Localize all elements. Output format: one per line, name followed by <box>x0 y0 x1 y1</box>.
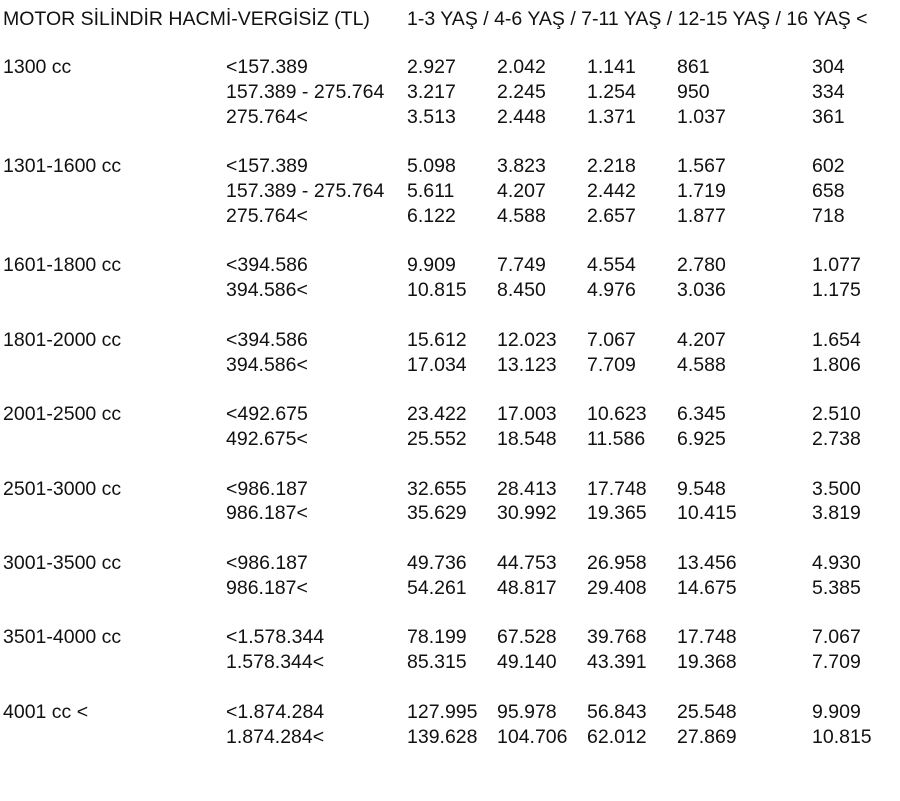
tax-amount-cell: 4.588 <box>677 353 726 376</box>
tax-amount-cell: 3.500 <box>812 477 861 500</box>
engine-size-label: 3001-3500 cc <box>3 552 122 574</box>
tax-amount-cell: 95.978 <box>497 700 557 723</box>
value-range-cell: <492.675 <box>226 403 308 426</box>
tax-amount-cell: 3.819 <box>812 502 861 525</box>
engine-size-label: 3501-4000 cc <box>3 626 122 649</box>
tax-amount-cell: 1.806 <box>812 353 861 376</box>
tax-amount-cell: 1.567 <box>677 155 726 178</box>
tax-amount-cell: 35.629 <box>407 502 467 525</box>
table-row <box>0 504 900 529</box>
tax-amount-cell: 1.371 <box>587 105 636 128</box>
tax-amount-cell: 11.586 <box>587 428 646 450</box>
tax-amount-cell: 26.958 <box>587 552 647 574</box>
tax-amount-cell: 15.612 <box>407 328 467 351</box>
value-range-cell: <1.578.344 <box>226 626 325 649</box>
tax-amount-cell: 56.843 <box>587 700 647 723</box>
tax-amount-cell: 17.748 <box>587 477 647 500</box>
tax-amount-cell: 43.391 <box>587 651 647 674</box>
tax-amount-cell: 4.930 <box>812 552 861 574</box>
tax-amount-cell: 1.654 <box>812 328 861 351</box>
table-row <box>0 204 900 232</box>
tax-amount-cell: 127.995 <box>407 700 478 723</box>
tax-amount-cell: 49.140 <box>497 651 557 674</box>
value-range-cell: <1.874.284 <box>226 700 325 723</box>
tax-amount-cell: 7.749 <box>497 254 546 277</box>
tax-amount-cell: 4.207 <box>677 328 726 351</box>
tax-amount-cell: 28.413 <box>497 477 557 500</box>
tax-amount-cell: 25.548 <box>677 700 737 723</box>
tax-amount-cell: 2.738 <box>812 428 861 450</box>
value-range-cell: <394.586 <box>226 328 308 351</box>
engine-size-label: 2001-2500 cc <box>3 403 122 426</box>
tax-amount-cell: 6.345 <box>677 403 726 426</box>
table-row <box>0 80 900 108</box>
tax-amount-cell: 2.042 <box>497 56 546 78</box>
engine-size-label: 2501-3000 cc <box>3 477 122 500</box>
tax-amount-cell: 39.768 <box>587 626 647 649</box>
tax-amount-cell: 4.554 <box>587 254 636 277</box>
tax-amount-cell: 44.753 <box>497 552 557 574</box>
tax-amount-cell: 2.442 <box>587 180 636 202</box>
table-row <box>0 281 900 306</box>
value-range-cell: 394.586< <box>226 353 308 376</box>
tax-amount-cell: 9.909 <box>407 254 456 277</box>
header-age-brackets-label: 1-3 YAŞ / 4-6 YAŞ / 7-11 YAŞ / 12-15 YAŞ / 16 YAŞ < <box>407 8 868 30</box>
tax-amount-cell: 2.780 <box>677 254 726 277</box>
tax-amount-cell: 1.141 <box>587 56 636 78</box>
header-engine-value-label: MOTOR SİLİNDİR HACMİ-VERGİSİZ (TL) <box>3 8 370 30</box>
tax-amount-cell: 7.709 <box>587 353 636 376</box>
table-row <box>0 477 900 505</box>
table-row <box>0 725 900 753</box>
tax-amount-cell: 5.611 <box>407 180 455 202</box>
tax-amount-cell: 3.823 <box>497 155 546 178</box>
tax-amount-cell: 1.175 <box>812 279 861 302</box>
tax-amount-cell: 2.510 <box>812 403 861 426</box>
tax-amount-cell: 10.623 <box>587 403 647 426</box>
tax-amount-cell: 2.448 <box>497 105 546 128</box>
tax-amount-cell: 3.217 <box>407 80 456 103</box>
engine-size-label: 1601-1800 cc <box>3 254 122 277</box>
tax-amount-cell: 17.748 <box>677 626 737 649</box>
tax-amount-cell: 3.513 <box>407 105 456 128</box>
tax-amount-cell: 67.528 <box>497 626 557 649</box>
tax-amount-cell: 17.003 <box>497 403 557 426</box>
value-range-cell: 275.764< <box>226 105 308 128</box>
tax-amount-cell: 2.927 <box>407 56 456 78</box>
tax-amount-cell: 1.719 <box>677 180 726 202</box>
value-range-cell: 986.187< <box>226 576 308 599</box>
tax-amount-cell: 602 <box>812 155 845 178</box>
tax-amount-cell: 19.365 <box>587 502 647 525</box>
tax-amount-cell: 48.817 <box>497 576 557 599</box>
value-range-cell: 157.389 - 275.764 <box>226 80 385 103</box>
tax-amount-cell: 4.588 <box>497 204 546 227</box>
tax-amount-cell: 4.207 <box>497 180 546 202</box>
table-row <box>0 353 900 381</box>
tax-amount-cell: 4.976 <box>587 279 636 302</box>
table-row <box>0 576 900 604</box>
tax-amount-cell: 9.909 <box>812 700 861 723</box>
tax-amount-cell: 1.254 <box>587 80 636 103</box>
tax-amount-cell: 10.415 <box>677 502 737 525</box>
value-range-cell: <986.187 <box>226 552 308 574</box>
tax-amount-cell: 6.925 <box>677 428 726 450</box>
tax-amount-cell: 13.456 <box>677 552 737 574</box>
tax-amount-cell: 6.122 <box>407 204 456 227</box>
table-row <box>0 105 900 133</box>
tax-amount-cell: 8.450 <box>497 279 546 302</box>
tax-amount-cell: 718 <box>812 204 845 227</box>
tax-amount-cell: 7.709 <box>812 651 861 674</box>
tax-amount-cell: 5.385 <box>812 576 861 599</box>
tax-amount-cell: 30.992 <box>497 502 557 525</box>
value-range-cell: 1.578.344< <box>226 651 325 674</box>
value-range-cell: 394.586< <box>226 279 308 302</box>
tax-amount-cell: 361 <box>812 105 845 128</box>
value-range-cell: <157.389 <box>226 56 308 78</box>
table-row <box>0 700 900 728</box>
table-row <box>0 628 900 653</box>
value-range-cell: 1.874.284< <box>226 725 325 748</box>
tax-amount-cell: 10.815 <box>812 725 872 748</box>
tax-amount-cell: 2.245 <box>497 80 546 103</box>
tax-amount-cell: 14.675 <box>677 576 737 599</box>
table-row <box>0 58 900 83</box>
tax-amount-cell: 27.869 <box>677 725 737 748</box>
tax-amount-cell: 104.706 <box>497 725 568 748</box>
value-range-cell: <157.389 <box>226 155 308 178</box>
engine-size-label: 1301-1600 cc <box>3 155 122 178</box>
tax-amount-cell: 950 <box>677 80 710 103</box>
value-range-cell: 157.389 - 275.764 <box>226 180 385 202</box>
tax-amount-cell: 85.315 <box>407 651 467 674</box>
tax-amount-cell: 49.736 <box>407 552 467 574</box>
value-range-cell: 986.187< <box>226 502 308 525</box>
tax-amount-cell: 32.655 <box>407 477 467 500</box>
tax-amount-cell: 17.034 <box>407 353 467 376</box>
tax-amount-cell: 54.261 <box>407 576 467 599</box>
tax-amount-cell: 78.199 <box>407 626 467 649</box>
table-row <box>0 328 900 356</box>
tax-amount-cell: 18.548 <box>497 428 557 450</box>
tax-amount-cell: 1.077 <box>812 254 861 277</box>
tax-amount-cell: 62.012 <box>587 725 647 748</box>
engine-size-label: 1300 cc <box>3 56 72 78</box>
tax-amount-cell: 7.067 <box>587 328 636 351</box>
tax-amount-cell: 25.552 <box>407 428 467 450</box>
tax-amount-cell: 304 <box>812 56 845 78</box>
tax-amount-cell: 29.408 <box>587 576 647 599</box>
engine-size-label: 4001 cc < <box>3 700 89 723</box>
tax-amount-cell: 334 <box>812 80 845 103</box>
value-range-cell: <986.187 <box>226 477 308 500</box>
tax-amount-cell: 1.877 <box>677 204 726 227</box>
table-row <box>0 405 900 430</box>
table-row <box>0 430 900 455</box>
table-row <box>0 157 900 182</box>
table-row <box>0 256 900 281</box>
tax-amount-cell: 2.218 <box>587 155 636 178</box>
tax-amount-cell: 19.368 <box>677 651 737 674</box>
tax-amount-cell: 7.067 <box>812 626 861 649</box>
tax-amount-cell: 23.422 <box>407 403 467 426</box>
tax-amount-cell: 3.036 <box>677 279 726 302</box>
tax-amount-cell: 13.123 <box>497 353 557 376</box>
engine-size-label: 1801-2000 cc <box>3 328 122 351</box>
table-row <box>0 653 900 678</box>
tax-amount-cell: 658 <box>812 180 845 202</box>
tax-amount-cell: 10.815 <box>407 279 467 302</box>
table-row <box>0 182 900 207</box>
tax-amount-cell: 861 <box>677 56 710 78</box>
tax-amount-cell: 9.548 <box>677 477 726 500</box>
table-row <box>0 554 900 579</box>
value-range-cell: <394.586 <box>226 254 308 277</box>
tax-amount-cell: 139.628 <box>407 725 478 748</box>
tax-amount-cell: 2.657 <box>587 204 636 227</box>
value-range-cell: 492.675< <box>226 428 308 450</box>
value-range-cell: 275.764< <box>226 204 308 227</box>
tax-amount-cell: 1.037 <box>677 105 726 128</box>
tax-amount-cell: 12.023 <box>497 328 557 351</box>
tax-amount-cell: 5.098 <box>407 155 456 178</box>
